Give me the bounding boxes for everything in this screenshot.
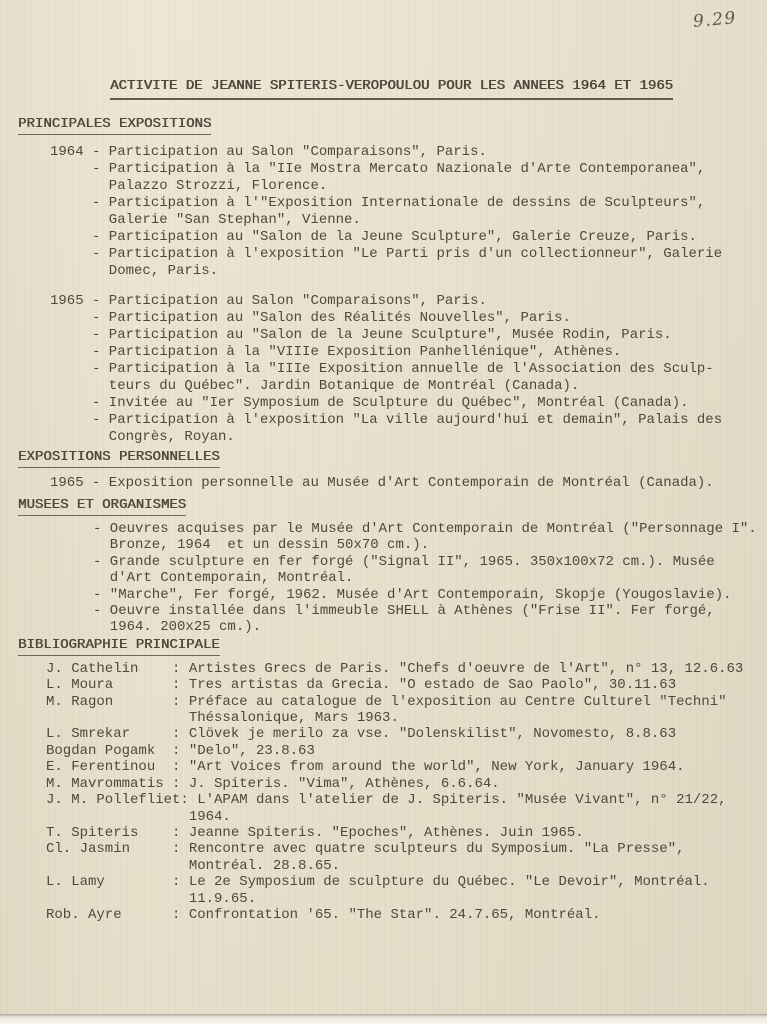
text-line: - Participation à l'"Exposition Internationale de dessins de Sculpteurs", bbox=[50, 195, 706, 211]
text-line: - Grande sculpture en fer forgé ("Signal II", 1965. 350x100x72 cm.). Musée bbox=[93, 553, 715, 570]
text-line: - Oeuvre installée dans l'immeuble SHELL à Athènes ("Frise II". Fer forgé, bbox=[93, 603, 715, 620]
text-line: - Participation au "Salon des Réalités Nouvelles", Paris. bbox=[50, 310, 571, 326]
text-line: - Invitée au "Ier Symposium de Sculpture du Québec", Montréal (Canada). bbox=[50, 395, 689, 411]
text-line: E. Ferentinou : "Art Voices from around the world", New York, January 1964. bbox=[46, 759, 685, 776]
year-group-1964 bbox=[50, 144, 767, 280]
text-line: - Participation à la "IIe Mostra Mercato Nazionale d'Arte Contemporanea", bbox=[50, 161, 706, 177]
text-line: J. Cathelin : Artistes Grecs de Paris. "Chefs d'oeuvre de l'Art", n° 13, 12.6.63 bbox=[46, 660, 744, 677]
text-line: - "Marche", Fer forgé, 1962. Musée d'Art Contemporain, Skopje (Yougoslavie). bbox=[93, 586, 732, 603]
text-line: - Participation à l'exposition "La ville aujourd'hui et demain", Palais des bbox=[50, 412, 723, 428]
section-heading bbox=[18, 116, 767, 135]
section-body bbox=[46, 661, 767, 924]
text-line: J. M. Pollefliet: L'APAM dans l'atelier de J. Spiteris. "Musée Vivant", n° 21/22, bbox=[46, 792, 727, 809]
text-line: - Participation au "Salon de la Jeune Sculpture", Musée Rodin, Paris. bbox=[50, 327, 672, 343]
document-title-text: ACTIVITE DE JEANNE SPITERIS-VEROPOULOU POUR LES ANNEES 1964 ET 1965 bbox=[110, 78, 673, 100]
section-body bbox=[50, 144, 767, 446]
section-body bbox=[50, 475, 767, 492]
text-line: Galerie "San Stephan", Vienne. bbox=[50, 212, 361, 228]
year-group-1965 bbox=[50, 293, 767, 446]
section-heading bbox=[18, 637, 767, 656]
text-line: Rob. Ayre : Confrontation '65. "The Star". 24.7.65, Montréal. bbox=[46, 906, 601, 923]
text-line: L. Smrekar : Clövek je merilo za vse. "Dolenskilist", Novomesto, 8.8.63 bbox=[46, 726, 677, 743]
year-group-1965 bbox=[50, 475, 767, 492]
section-bibliographie-principale bbox=[0, 637, 767, 924]
text-line: Cl. Jasmin : Rencontre avec quatre sculpteurs du Symposium. "La Presse", bbox=[46, 841, 685, 858]
text-line: d'Art Contemporain, Montréal. bbox=[93, 570, 354, 587]
text-line: 1964. bbox=[46, 808, 231, 825]
text-line: teurs du Québec". Jardin Botanique de Montréal (Canada). bbox=[50, 378, 580, 394]
text-line: 1965 - Exposition personnelle au Musée d'Art Contemporain de Montréal (Canada). bbox=[50, 475, 714, 491]
section-heading bbox=[18, 497, 767, 516]
text-line: Montréal. 28.8.65. bbox=[46, 857, 341, 874]
text-line: - Oeuvres acquises par le Musée d'Art Contemporain de Montréal ("Personnage I". bbox=[93, 521, 757, 537]
handwritten-page-number: 9.29 bbox=[692, 8, 738, 32]
text-line: - Participation à la "VIIIe Exposition Panhellénique", Athènes. bbox=[50, 344, 622, 360]
section-heading bbox=[18, 449, 767, 468]
text-line: Théssalonique, Mars 1963. bbox=[46, 710, 399, 727]
text-line: Domec, Paris. bbox=[50, 263, 219, 279]
section-heading-text: BIBLIOGRAPHIE PRINCIPALE bbox=[18, 637, 220, 656]
section-expositions-personnelles bbox=[0, 449, 767, 492]
section-body bbox=[93, 521, 767, 636]
text-line: 11.9.65. bbox=[46, 890, 257, 907]
section-heading-text: PRINCIPALES EXPOSITIONS bbox=[18, 116, 211, 135]
scan-bottom-edge bbox=[0, 1014, 767, 1024]
text-line: L. Moura : Tres artistas da Grecia. "O estado de Sao Paolo", 30.11.63 bbox=[46, 677, 677, 694]
section-heading-text: MUSEES ET ORGANISMES bbox=[18, 497, 186, 516]
section-principales-expositions bbox=[0, 116, 767, 446]
text-line: M. Mavrommatis : J. Spiteris. "Vima", Athènes, 6.6.64. bbox=[46, 775, 500, 792]
text-line: 1964 - Participation au Salon "Comparaisons", Paris. bbox=[50, 144, 487, 160]
section-heading-text: EXPOSITIONS PERSONNELLES bbox=[18, 449, 220, 468]
text-line: M. Ragon : Préface au catalogue de l'exposition au Centre Culturel "Techni" bbox=[46, 693, 727, 710]
text-line: Palazzo Strozzi, Florence. bbox=[50, 178, 328, 194]
text-line: Bronze, 1964 et un dessin 50x70 cm.). bbox=[93, 537, 430, 554]
text-line: - Participation à l'exposition "Le Parti pris d'un collectionneur", Galerie bbox=[50, 246, 723, 262]
text-line: 1965 - Participation au Salon "Comparaisons", Paris. bbox=[50, 293, 487, 309]
section-musees-et-organismes bbox=[0, 497, 767, 636]
document-title bbox=[110, 78, 767, 100]
text-line: T. Spiteris : Jeanne Spiteris. "Epoches", Athènes. Juin 1965. bbox=[46, 824, 584, 841]
text-line: Congrès, Royan. bbox=[50, 429, 235, 445]
text-line: - Participation à la "IIIe Exposition annuelle de l'Association des Sculp- bbox=[50, 361, 714, 377]
text-line: Bogdan Pogamk : "Delo", 23.8.63 bbox=[46, 742, 315, 759]
text-line: L. Lamy : Le 2e Symposium de sculpture du Québec. "Le Devoir", Montréal. bbox=[46, 874, 710, 891]
text-line: 1964. 200x25 cm.). bbox=[93, 619, 262, 636]
text-line: - Participation au "Salon de la Jeune Sculpture", Galerie Creuze, Paris. bbox=[50, 229, 697, 245]
